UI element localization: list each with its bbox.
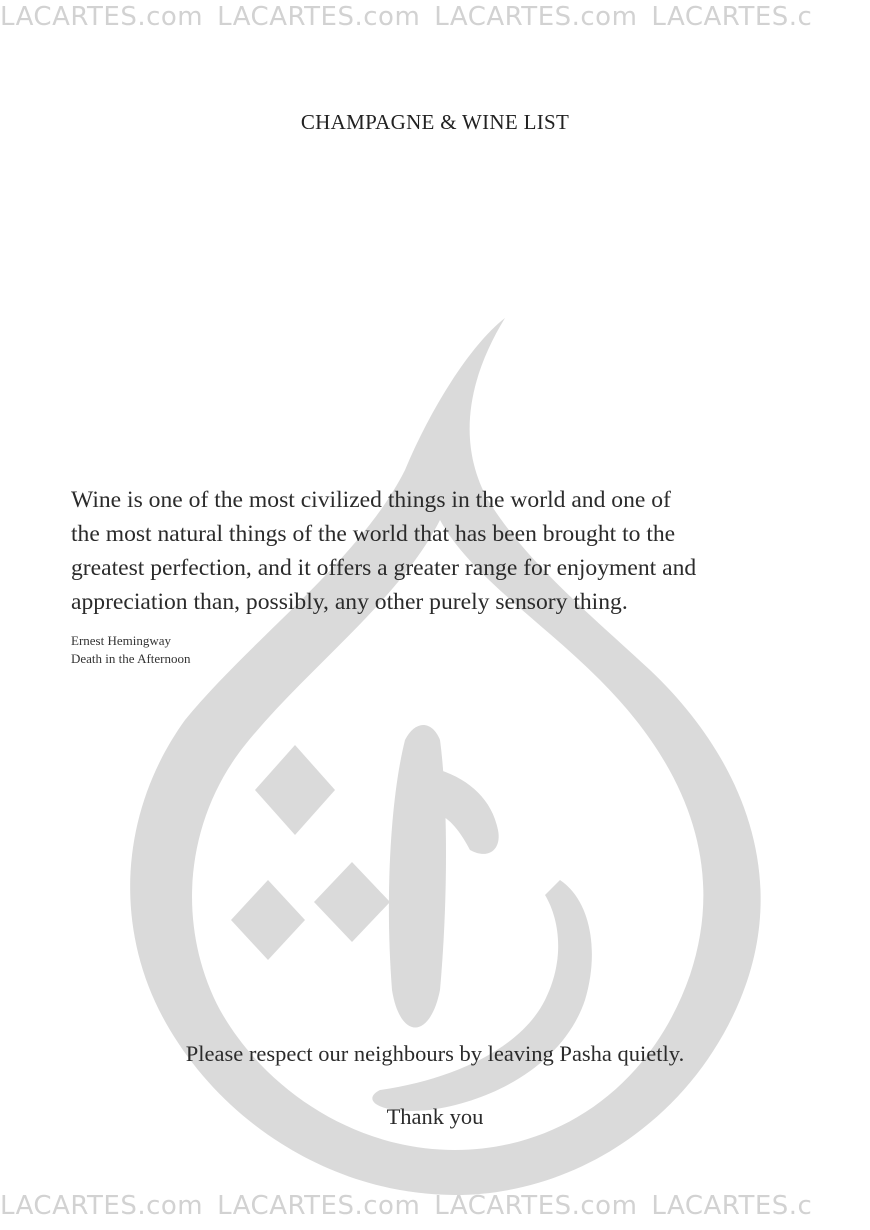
watermark-text: LACARTES.c (651, 2, 813, 32)
watermark-text: LACARTES.com (0, 1191, 204, 1221)
watermark-text: LACARTES.c (651, 1191, 813, 1221)
quote-line: the most natural things of the world that has been brought to the (71, 521, 676, 547)
thank-you-text: Thank you (386, 1104, 484, 1129)
quote-line: Wine is one of the most civilized things in the world and one of (71, 487, 671, 513)
hemingway-quote (71, 483, 811, 619)
quote-line: greatest perfection, and it offers a greater range for enjoyment and (71, 555, 697, 581)
quote-author: Ernest Hemingway (71, 633, 172, 648)
watermark-text: LACARTES.com (434, 1191, 638, 1221)
watermark-text: LACARTES.com (0, 2, 204, 32)
watermark-text: LACARTES.com (217, 2, 421, 32)
quote-line: appreciation than, possibly, any other purely sensory thing. (71, 589, 628, 615)
watermark-top (0, 2, 870, 32)
quote-attribution (71, 632, 191, 668)
neighbours-notice: Please respect our neighbours by leaving Pasha quietly. (185, 1041, 685, 1066)
watermark-text: LACARTES.com (217, 1191, 421, 1221)
page-title: CHAMPAGNE & WINE LIST (300, 110, 570, 134)
quote-source: Death in the Afternoon (71, 651, 191, 666)
watermark-text: LACARTES.com (434, 2, 638, 32)
watermark-bottom (0, 1191, 870, 1221)
